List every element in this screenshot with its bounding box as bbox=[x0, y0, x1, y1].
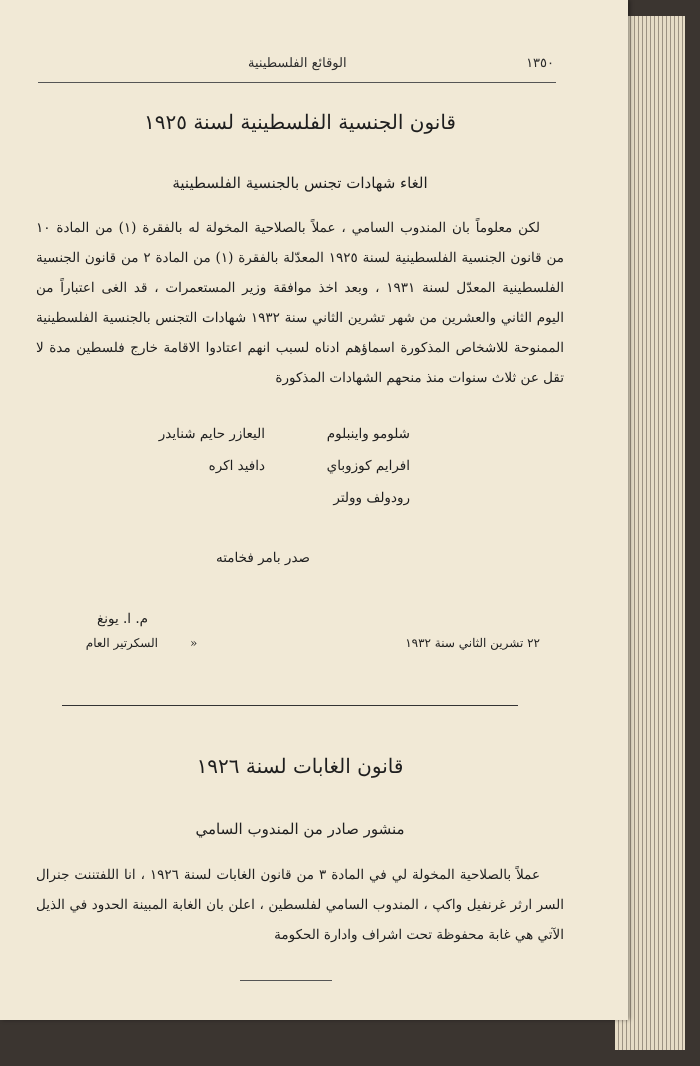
running-title: الوقائع الفلسطينية bbox=[248, 56, 347, 71]
name-entry: اليعازر حايم شنايدر bbox=[158, 426, 265, 442]
body-line: السر ارثر غرنفيل واكپ ، المندوب السامي لفلسطين ، اعلن بان الغابة المبينة الحدود في الذيل bbox=[36, 897, 564, 913]
section-divider bbox=[62, 705, 518, 706]
revoked-names bbox=[120, 422, 410, 522]
page-header bbox=[38, 50, 556, 83]
name-entry: افرايم كوزوباي bbox=[326, 458, 410, 474]
name-entry: دافيد اكره bbox=[208, 458, 265, 474]
body-line: اليوم الثاني والعشرين من شهر تشرين الثاني سنة ١٩٣٢ شهادات التجنس بالجنسية الفلسطينية bbox=[36, 310, 564, 326]
closing-rule bbox=[240, 980, 332, 981]
body-line: الآتي هي غابة محفوظة تحت اشراف وادارة الحكومة bbox=[274, 927, 564, 943]
signer-title: السكرتير العام bbox=[85, 636, 158, 650]
section-1-body bbox=[36, 213, 564, 393]
name-entry: رودولف وولتر bbox=[333, 490, 410, 506]
signer-name: م. ا. يونغ bbox=[97, 611, 148, 627]
issued-by: صدر بامر فخامته bbox=[215, 550, 310, 566]
body-line: عملاً بالصلاحية المخولة لي في المادة ٣ من قانون الغابات لسنة ١٩٢٦ ، انا اللفتننت جنرال bbox=[36, 867, 541, 883]
name-entry: شلومو واينبلوم bbox=[326, 426, 410, 442]
body-line: تقل عن ثلاث سنوات منذ منحهم الشهادات المذكورة bbox=[275, 370, 564, 386]
section-1-title: قانون الجنسية الفلسطينية لسنة ١٩٢٥ bbox=[144, 110, 456, 134]
ditto-mark: » bbox=[190, 636, 198, 650]
body-line: الممنوحة للاشخاص المذكورة اسماؤهم ادناه لسبب انهم اعتادوا الاقامة خارج فلسطين مدة لا bbox=[36, 340, 564, 356]
body-line: من قانون الجنسية الفلسطينية لسنة ١٩٢٥ المعدّلة بالفقرة (١) من المادة ٢ من قانون الجنسية bbox=[36, 250, 564, 266]
section-2-title: قانون الغابات لسنة ١٩٢٦ bbox=[196, 754, 404, 778]
section-2-subtitle: منشور صادر من المندوب السامي bbox=[195, 820, 405, 838]
section-2-body bbox=[36, 860, 564, 950]
body-line: لكن معلوماً بان المندوب السامي ، عملاً بالصلاحية المخولة له بالفقرة (١) من المادة ١٠ bbox=[36, 220, 541, 236]
section-1-subtitle: الغاء شهادات تجنس بالجنسية الفلسطينية bbox=[172, 174, 428, 192]
page-number: ١٣٥٠ bbox=[526, 56, 554, 71]
body-line: الفلسطينية المعدّل لسنة ١٩٣١ ، وبعد اخذ موافقة وزير المستعمرات ، قد الغى اعتباراً من bbox=[36, 280, 564, 296]
issue-date: ٢٢ تشرين الثاني سنة ١٩٣٢ bbox=[405, 636, 540, 650]
